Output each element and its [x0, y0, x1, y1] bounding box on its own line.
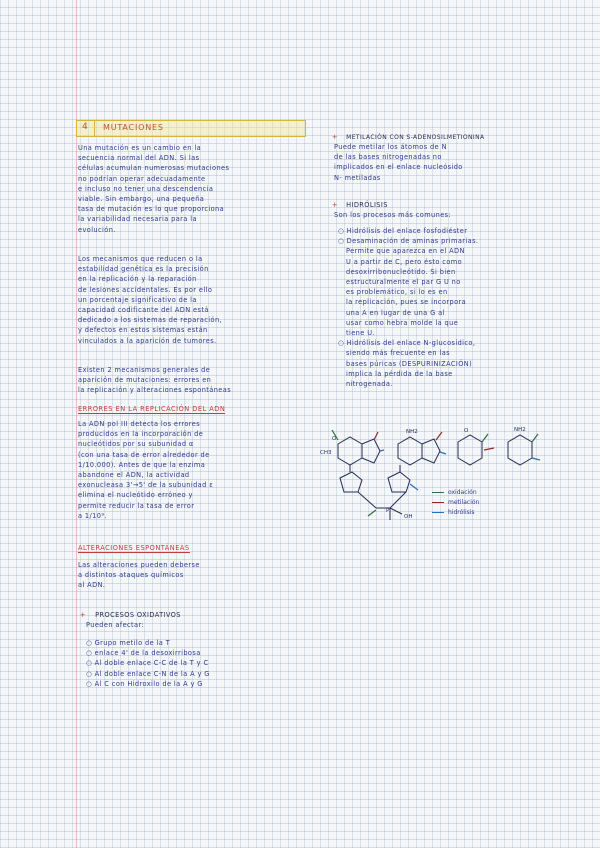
replication-paragraph: [78, 419, 308, 521]
hydrolysis-swatch-icon: [432, 512, 444, 514]
circle-bullet-icon: ○: [86, 649, 95, 658]
line: e incluso no tener una descendencia: [78, 184, 214, 193]
line: producidos en la incorporación de: [78, 430, 204, 439]
line: nucleótidos por su subunidad α: [78, 440, 194, 449]
pyrimidine-ring-3: [458, 435, 482, 465]
line: en la replicación y la reparación: [78, 275, 197, 284]
circle-bullet-icon: ○: [338, 339, 347, 348]
nucleotide-diagram: [318, 420, 568, 535]
line: la variabilidad necesaria para la: [78, 215, 197, 224]
line: al ADN.: [78, 581, 106, 590]
svg-text:NH2: NH2: [514, 427, 526, 433]
hydrolysis-intro: Son los procesos más comunes:: [334, 211, 452, 219]
svg-text:NH2: NH2: [406, 429, 418, 435]
methylation-paragraph: [334, 142, 564, 183]
line: Una mutación es un cambio en la: [78, 144, 202, 152]
line: siendo más frecuente en las: [346, 349, 450, 358]
line: tasa de mutación es lo que proporciona: [78, 205, 225, 214]
line: Puede metilar los átomos de N: [334, 143, 447, 151]
methylation-heading: METILACIÓN CON S-ADENOSILMETIONINA: [346, 134, 485, 141]
sugar-ring-2: [388, 472, 410, 492]
line: viable. Sin embargo, una pequeña: [78, 195, 205, 204]
line: Las alteraciones pueden deberse: [78, 561, 200, 569]
title-separator: [94, 121, 95, 136]
page-title: MUTACIONES: [103, 123, 164, 132]
circle-bullet-icon: ○: [338, 237, 347, 246]
list-item: ○ Desaminación de aminas primarias.: [338, 237, 479, 246]
line: capacidad codificante del ADN está: [78, 306, 209, 315]
line: abandone el ADN, la actividad: [78, 471, 190, 480]
oxidation-swatch-icon: [432, 492, 444, 494]
list-item: ○ enlace 4' de la desoxirribosa: [86, 649, 201, 658]
purine-ring-1b: [362, 439, 380, 463]
circle-bullet-icon: ○: [86, 639, 95, 647]
line: (con una tasa de error alrededor de: [78, 450, 210, 459]
list-item: ○ Al doble enlace C-C de la T y C: [86, 659, 209, 668]
affect-list: [86, 638, 306, 689]
line: desoxirribonucleótido. Si bien: [346, 267, 456, 276]
hydrolysis-list: [338, 226, 568, 389]
line: aparición de mutaciones: errores en: [78, 376, 212, 385]
line: N- metiladas: [334, 173, 381, 182]
oxidative-heading: PROCESOS OXIDATIVOS: [95, 611, 181, 619]
line: Los mecanismos que reducen o la: [78, 255, 203, 263]
line: nitrogenada.: [346, 380, 393, 389]
line: 1/10.000). Antes de que la enzima: [78, 460, 206, 469]
line: estructuralmente el par G U no: [346, 278, 461, 287]
list-item: ○ Grupo metilo de la T: [86, 639, 171, 647]
sugar-ring-1: [340, 472, 362, 492]
line: a 1/10⁹.: [78, 511, 107, 520]
line: vinculados a la aparición de tumores.: [78, 336, 217, 345]
spontaneous-paragraph: [78, 560, 308, 591]
spontaneous-heading: ALTERACIONES ESPONTÁNEAS: [78, 544, 190, 552]
circle-bullet-icon: ○: [86, 679, 95, 688]
list-item: ○ Al doble enlace C-N de la A y G: [86, 669, 210, 678]
circle-bullet-icon: ○: [338, 227, 347, 235]
line: de las bases nitrogenadas no: [334, 153, 442, 162]
legend-item-oxidation: oxidación: [432, 489, 479, 496]
title-box: [76, 120, 306, 137]
replication-heading: ERRORES EN LA REPLICACIÓN DEL ADN: [78, 405, 226, 413]
purine-ring-2: [398, 437, 422, 465]
line: exonucleasa 3'→5' de la subunidad ε: [78, 481, 214, 490]
line: La ADN pol III detecta los errores: [78, 420, 201, 428]
line: permite reducir la tasa de error: [78, 501, 195, 510]
purine-ring-1: [338, 437, 362, 465]
svg-text:OH: OH: [404, 514, 413, 520]
affect-label: Pueden afectar:: [86, 621, 145, 629]
diagram-legend: [432, 489, 479, 516]
line: un porcentaje significativo de la: [78, 295, 197, 304]
list-item: ○ Hidrólisis del enlace fosfodiéster: [338, 227, 468, 235]
svg-text:O: O: [332, 436, 337, 442]
bullet-arrow-icon: +: [332, 201, 339, 209]
list-item: ○ Hidrólisis del enlace N-glucosídico,: [338, 339, 476, 348]
list-item: ○ Al C con Hidroxilo de la A y G: [86, 679, 203, 688]
legend-item-hydrolysis: hidrólisis: [432, 509, 479, 516]
hydrolysis-heading: HIDRÓLISIS: [346, 201, 388, 209]
line: implica la pérdida de la base: [346, 369, 453, 378]
line: células acumulan numerosas mutaciones: [78, 164, 230, 173]
svg-text:P: P: [386, 508, 390, 514]
line: implicados en el enlace nucleósido: [334, 163, 463, 172]
line: estabilidad genética es la precisión: [78, 265, 209, 274]
purine-ring-2b: [422, 439, 440, 463]
line: es problemático, si lo es en: [346, 288, 448, 297]
methylation-heading-row: [332, 124, 484, 143]
svg-text:O: O: [464, 428, 469, 434]
line: Existen 2 mecanismos generales de: [78, 366, 211, 374]
methylation-swatch-icon: [432, 502, 444, 504]
intro-paragraph: [78, 143, 308, 235]
line: Permite que aparezca en el ADN: [346, 247, 465, 256]
legend-item-methylation: metilación: [432, 499, 479, 506]
line: no podrían operar adecuadamente: [78, 174, 206, 183]
line: U a partir de C, pero ésto como: [346, 257, 463, 266]
circle-bullet-icon: ○: [86, 669, 95, 678]
line: elimina el nucleótido erróneo y: [78, 491, 193, 500]
line: a distintos ataques químicos: [78, 571, 184, 580]
oxidative-heading-row: [80, 602, 181, 621]
line: de lesiones accidentales. Es por ello: [78, 285, 213, 294]
bullet-arrow-icon: +: [80, 611, 87, 619]
line: dedicado a los sistemas de reparación,: [78, 316, 223, 325]
bullet-arrow-icon: +: [332, 133, 339, 141]
line: y defectos en estos sistemas están: [78, 326, 208, 335]
title-number: 4: [82, 122, 89, 132]
hydrolysis-heading-row: [332, 192, 388, 211]
line: usar como hebra molde la que: [346, 318, 459, 327]
line: bases púricas (DESPURINIZACIÓN): [346, 359, 473, 368]
types-paragraph: [78, 365, 308, 396]
line: la replicación y alteraciones espontáneas: [78, 386, 232, 395]
line: la replicación, pues se incorpora: [346, 298, 467, 307]
line: secuencia normal del ADN. Si las: [78, 154, 200, 163]
svg-text:CH3: CH3: [320, 450, 332, 456]
line: una A en lugar de una G al: [346, 308, 445, 317]
circle-bullet-icon: ○: [86, 659, 95, 668]
mechanisms-paragraph: [78, 254, 308, 346]
line: evolución.: [78, 225, 116, 234]
line: tiene U.: [346, 329, 375, 338]
pyrimidine-ring-4: [508, 435, 532, 465]
